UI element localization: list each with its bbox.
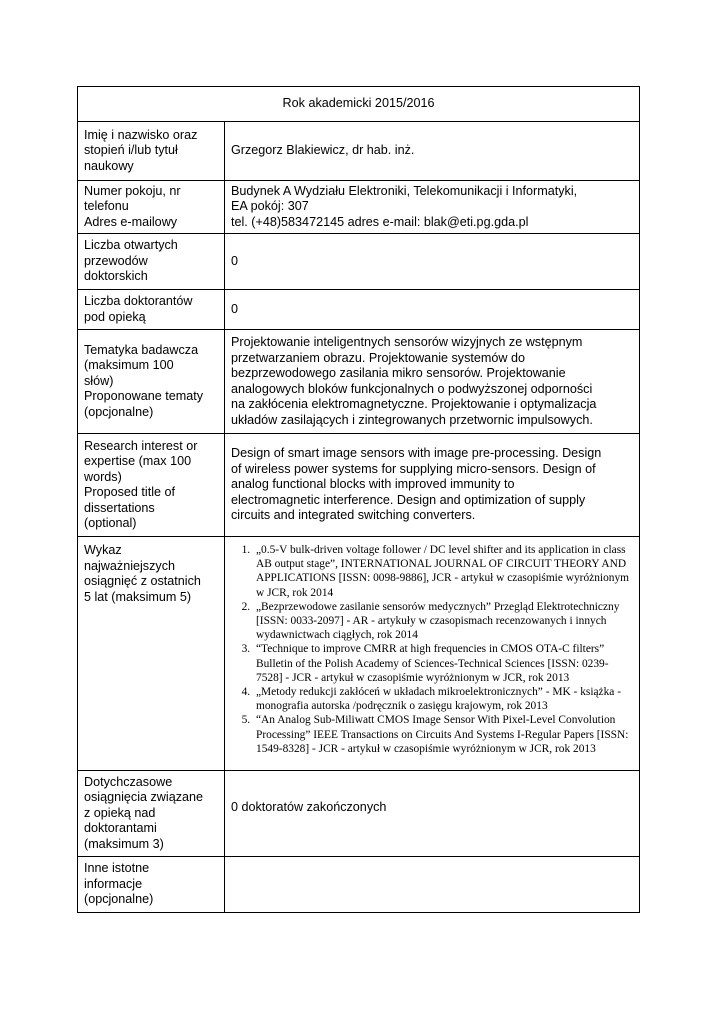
row-open-proceedings (78, 234, 640, 290)
row-other (78, 857, 640, 913)
label-open-proceedings: Liczba otwartych przewodów doktorskich (78, 234, 225, 290)
publication-item: 4. „Metody redukcji zakłóceń w układach mikroelektronicznych” - MK - książka - monografia autorska /podręcznik o zasięgu krajowym, rok 2013 (253, 685, 633, 713)
value-open-proceedings: 0 (225, 234, 640, 290)
publication-item: 5. “An Analog Sub-Miliwatt CMOS Image Sensor With Pixel-Level Convolution Processing” IEEE Transactions on Circuits And Systems I-Regular Papers [ISSN: 1549-8328] - JCR - artykuł w czasopiśmie wyróżnionym w JCR, rok 2013 (253, 713, 633, 756)
publication-item: 1. „0.5-V bulk-driven voltage follower / DC level shifter and its application in class AB output stage”, INTERNATIONAL JOURNAL OF CIRCUIT THEORY AND APPLICATIONS [ISSN: 0098-9886], JCR - artykuł w czasopiśmie wyróżnionym w JCR, rok 2014 (253, 543, 633, 600)
value-research-en: Design of smart image sensors with image pre-processing. Design of wireless power systems for supplying micro-sensors. Design of analog functional blocks with improved immunity to electromagnetic interference. Design and optimization of supply circuits and integrated switching converters. (225, 434, 640, 537)
row-research-pl (78, 330, 640, 434)
publication-item: 3. “Technique to improve CMRR at high frequencies in CMOS OTA-C filters” Bulletin of the Polish Academy of Sciences-Technical Sciences [ISSN: 0239-7528] - JCR - artykuł w czasopiśmie wyróżnionym w JCR, rok 2013 (253, 642, 633, 685)
label-contact: Numer pokoju, nr telefonu Adres e-mailowy (78, 181, 225, 234)
row-contact (78, 181, 640, 234)
row-name (78, 122, 640, 181)
label-name: Imię i nazwisko oraz stopień i/lub tytuł naukowy (78, 122, 225, 181)
value-phd-students: 0 (225, 290, 640, 330)
label-research-pl: Tematyka badawcza (maksimum 100 słów) Proponowane tematy (opcjonalne) (78, 330, 225, 434)
value-name: Grzegorz Blakiewicz, dr hab. inż. (225, 122, 640, 181)
value-other (225, 857, 640, 913)
academic-year-header: Rok akademicki 2015/2016 (78, 87, 640, 122)
publication-item: 2. „Bezprzewodowe zasilanie sensorów medycznych” Przegląd Elektrotechniczny [ISSN: 0033-2097] - AR - artykuły w czasopismach recenzowanych i innych wydawnictwach ciągłych, rok 2014 (253, 600, 633, 643)
value-research-pl: Projektowanie inteligentnych sensorów wizyjnych ze wstępnym przetwarzaniem obrazu. Projektowanie systemów do bezprzewodowego zasilania mikro sensorów. Projektowanie analogowych bloków funkcjonalnych o podwyższonej odporności na zakłócenia elektromagnetyczne. Projektowanie i optymalizacja układów zasilających i zintegrowanych przetwornic impulsowych. (225, 330, 640, 434)
header-row (78, 87, 640, 122)
row-supervision (78, 771, 640, 857)
label-research-en: Research interest or expertise (max 100 words) Proposed title of dissertations (optional) (78, 434, 225, 537)
row-phd-students (78, 290, 640, 330)
value-achievements (225, 537, 640, 771)
label-supervision: Dotychczasowe osiągnięcia związane z opieką nad doktorantami (maksimum 3) (78, 771, 225, 857)
info-table (77, 86, 640, 913)
row-research-en (78, 434, 640, 537)
label-phd-students: Liczba doktorantów pod opieką (78, 290, 225, 330)
value-supervision: 0 doktoratów zakończonych (225, 771, 640, 857)
value-contact: Budynek A Wydziału Elektroniki, Telekomunikacji i Informatyki, EA pokój: 307 tel. (+48)583472145 adres e-mail: blak@eti.pg.gda.pl (225, 181, 640, 234)
label-other: Inne istotne informacje (opcjonalne) (78, 857, 225, 913)
publication-list (231, 543, 633, 756)
label-achievements: Wykaz najważniejszych osiągnięć z ostatnich 5 lat (maksimum 5) (78, 537, 225, 771)
row-achievements (78, 537, 640, 771)
